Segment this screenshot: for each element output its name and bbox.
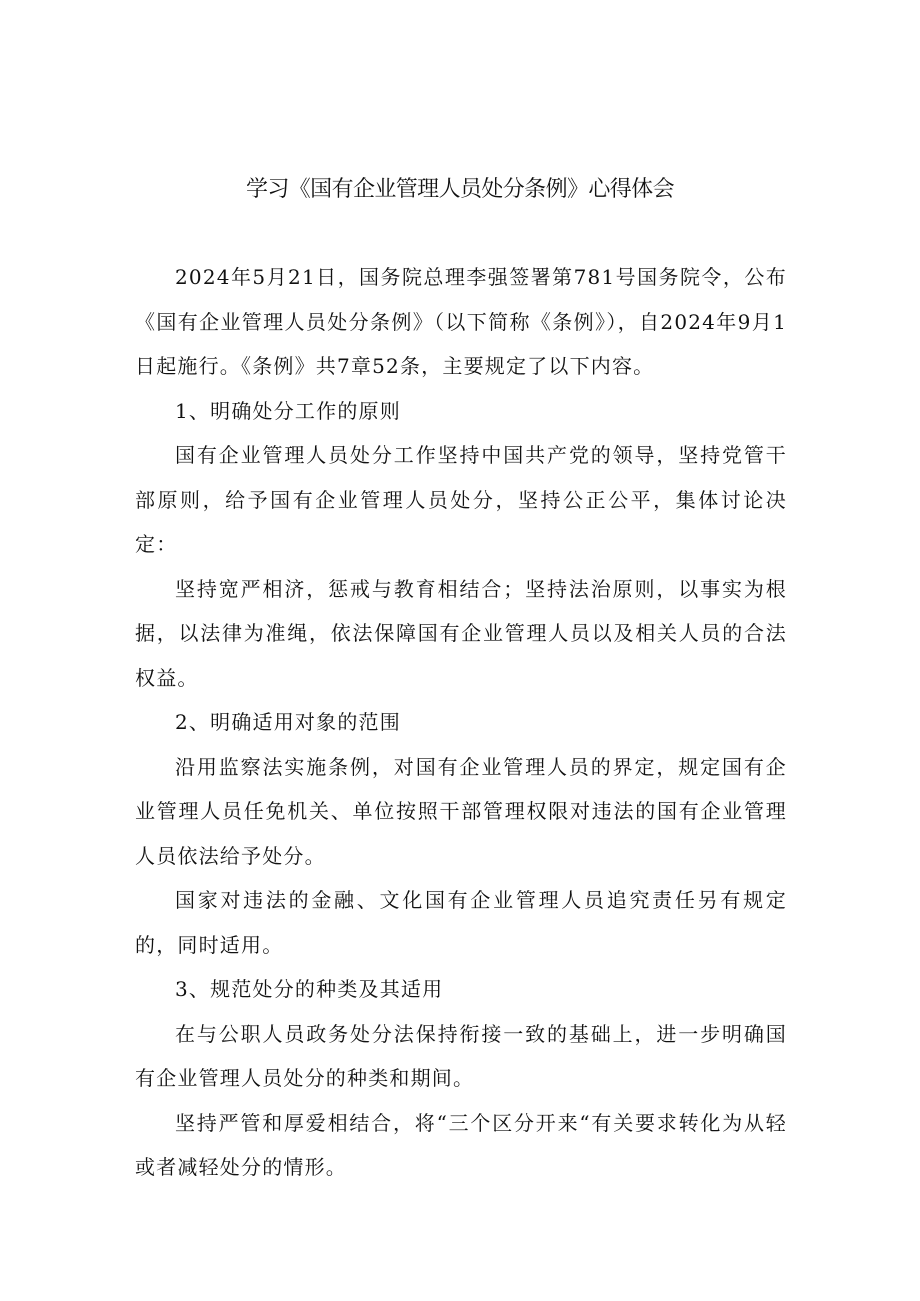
heading-section-1: 1、明确处分工作的原则 xyxy=(175,398,401,423)
paragraph-intro: 2024年5月21日，国务院总理李强签署第781号国务院令，公布《国有企业管理人员处分条例》（以下简称《条例》），自2024年9月1日起施行。《条例》共7章52条，主要规定了以下内容。 xyxy=(135,265,787,378)
heading-section-2: 2、明确适用对象的范围 xyxy=(175,710,401,734)
paragraph: 坚持严管和厚爱相结合，将“三个区分开来“有关要求转化为从轻或者减轻处分的情形。 xyxy=(135,1110,787,1179)
document-title: 学习《国有企业管理人员处分条例》心得体会 xyxy=(245,177,674,202)
paragraph: 沿用监察法实施条例，对国有企业管理人员的界定，规定国有企业管理人员任免机关、单位按照干部管理权限对违法的国有企业管理人员依法给予处分。 xyxy=(135,754,787,868)
paragraph: 坚持宽严相济，惩戒与教育相结合；坚持法治原则，以事实为根据，以法律为准绳，依法保障国有企业管理人员以及相关人员的合法权益。 xyxy=(135,576,787,690)
heading-section-3: 3、规范处分的种类及其适用 xyxy=(175,977,444,1001)
paragraph: 国家对违法的金融、文化国有企业管理人员追究责任另有规定的，同时适用。 xyxy=(135,888,787,957)
paragraph: 在与公职人员政务处分法保持衔接一致的基础上，进一步明确国有企业管理人员处分的种类和期间。 xyxy=(135,1021,787,1090)
document-body xyxy=(135,255,787,1190)
paragraph: 国有企业管理人员处分工作坚持中国共产党的领导，坚持党管干部原则，给予国有企业管理人员处分，坚持公正公平，集体讨论决定： xyxy=(135,443,787,556)
